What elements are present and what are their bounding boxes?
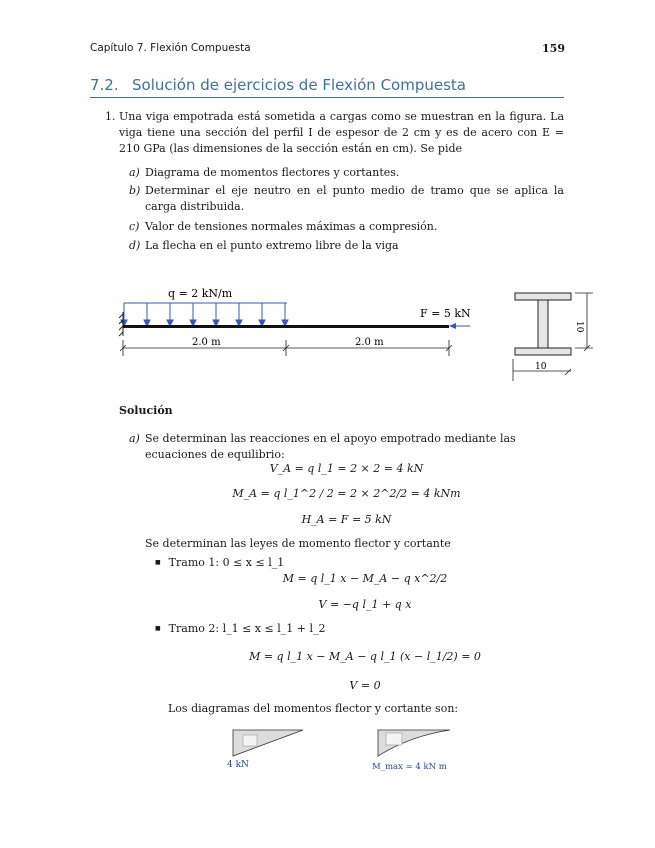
dimension-line — [120, 340, 452, 356]
part-text: Se determinan las reacciones en el apoyo empotrado mediante las ecuaciones de equilibrio: — [145, 432, 516, 461]
tramo2-bullet — [155, 622, 325, 635]
problem-text: Una viga empotrada está sometida a cargas como se muestran en la figura. La viga tiene una sección del perfil I de espesor de 2 cm y es de acero con E = 210 GPa (las dimensiones de la sección están en cm). Se pide — [119, 110, 564, 155]
list-item — [129, 238, 564, 254]
part-label: a) — [129, 432, 140, 445]
section-dimensions — [511, 288, 595, 381]
i-profile — [515, 293, 571, 355]
shear-label: 4 kN — [227, 760, 249, 770]
section-heading — [90, 76, 466, 94]
shear-diagram-mark — [243, 735, 257, 746]
force-label: F = 5 kN — [420, 307, 471, 320]
moment-diagram — [370, 726, 480, 771]
item-label: a) — [129, 166, 140, 179]
problem-statement — [105, 109, 564, 157]
equation-tramo2-v: V = 0 — [349, 679, 381, 692]
diagrams-intro: Los diagramas del momentos flector y cortante son: — [168, 702, 459, 715]
moment-label: M_max = 4 kN m — [372, 762, 447, 771]
section-number: 7.2. — [90, 76, 119, 94]
beam-figure — [110, 280, 480, 360]
page-number: 159 — [542, 42, 565, 55]
tramo2-label: Tramo 2: l_1 ≤ x ≤ l_1 + l_2 — [168, 622, 326, 635]
equation-va: V_A = q l_1 = 2 × 2 = 4 kN — [269, 462, 424, 475]
item-text: La flecha en el punto extremo libre de la viga — [145, 239, 399, 252]
item-text: Diagrama de momentos flectores y cortantes. — [145, 166, 400, 179]
section-width-label: 10 — [535, 362, 547, 372]
equation-tramo1-v: V = −q l_1 + q x — [318, 598, 412, 611]
distributed-load-arrows — [121, 303, 288, 326]
section-height-label: 10 — [574, 321, 584, 333]
force-arrowhead — [449, 323, 456, 329]
tramo1-label: Tramo 1: 0 ≤ x ≤ l_1 — [168, 556, 285, 569]
i-section-figure — [505, 283, 605, 383]
equation-tramo2-m: M = q l_1 x − M_A − q l_1 (x − l_1/2) = 0 — [249, 650, 481, 663]
span2-label: 2.0 m — [355, 337, 384, 348]
fixed-support — [119, 312, 123, 336]
item-label: d) — [129, 239, 141, 252]
beam — [123, 325, 449, 328]
section-rule — [90, 97, 564, 98]
item-text: Determinar el eje neutro en el punto medio de tramo que se aplica la carga distribuida. — [145, 184, 564, 213]
problem-number: 1. — [105, 110, 116, 123]
laws-intro: Se determinan las leyes de momento flector y cortante — [145, 537, 451, 550]
load-label: q = 2 kN/m — [168, 287, 233, 300]
equation-ha: H_A = F = 5 kN — [301, 513, 392, 526]
solution-heading: Solución — [119, 404, 173, 417]
equation-ma: M_A = q l_1^2 / 2 = 2 × 2^2/2 = 4 kNm — [232, 487, 461, 500]
span1-label: 2.0 m — [192, 337, 221, 348]
shear-diagram — [225, 726, 315, 771]
list-item — [129, 219, 564, 235]
item-label: b) — [129, 184, 141, 197]
list-item — [129, 165, 564, 181]
solution-part-a — [129, 431, 564, 463]
item-label: c) — [129, 220, 140, 233]
list-item — [129, 183, 564, 215]
item-text: Valor de tensiones normales máximas a compresión. — [145, 220, 438, 233]
section-title: Solución de ejercicios de Flexión Compuesta — [132, 76, 466, 94]
running-title: Capítulo 7. Flexión Compuesta — [90, 42, 251, 54]
tramo1-bullet — [155, 556, 284, 569]
moment-diagram-mark — [386, 733, 402, 745]
equation-tramo1-m: M = q l_1 x − M_A − q x^2/2 — [282, 572, 448, 585]
